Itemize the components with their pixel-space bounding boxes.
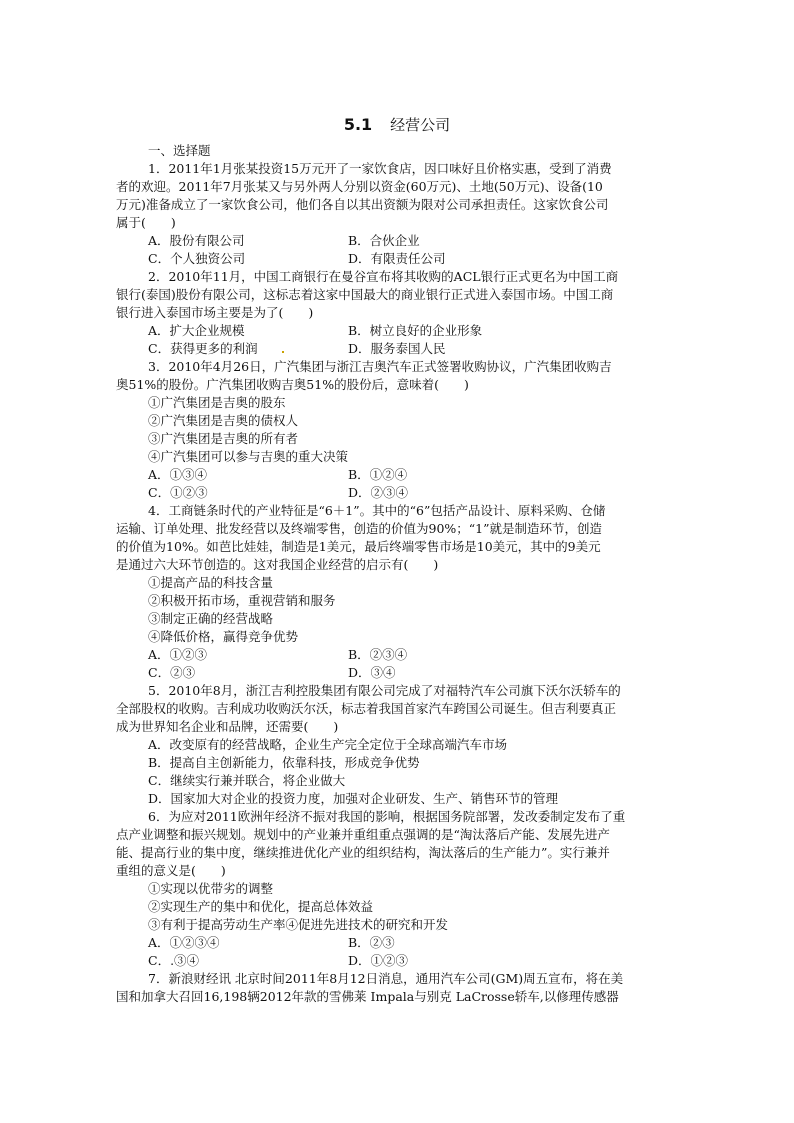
q4-options-row xyxy=(116,664,678,682)
q3-option-c: C．①②③ xyxy=(148,485,208,500)
q4-item: ③制定正确的经营战略 xyxy=(148,611,274,626)
q4-options-row xyxy=(116,646,678,664)
q5-line: 5．2010年8月，浙江吉利控股集团有限公司完成了对福特汽车公司旗下沃尔沃轿车的 xyxy=(148,683,621,698)
q5-line: 成为世界知名企业和品牌，还需要( ) xyxy=(116,719,339,734)
q5-choice-b: B．提高自主创新能力，依靠科技，形成竞争优势 xyxy=(148,755,420,770)
q6-option-a: A．①②③④ xyxy=(148,935,220,950)
q3-options-row xyxy=(116,466,678,484)
q3-option-a: A．①③④ xyxy=(148,467,208,482)
q2-line: 银行进入泰国市场主要是为了( ) xyxy=(116,305,314,320)
q3-item: ②广汽集团是吉奥的债权人 xyxy=(148,413,299,428)
q7-line: 国和加拿大召回16,198辆2012年款的雪佛莱 Impala与别克 LaCrosse轿车,以修理传感器 xyxy=(116,989,619,1004)
q4-option-c: C．②③ xyxy=(148,665,196,680)
q6-item: ③有利于提高劳动生产率④促进先进技术的研究和开发 xyxy=(148,917,449,932)
q2-line: 2．2010年11月，中国工商银行在曼谷宣布将其收购的ACL银行正式更名为中国工商 xyxy=(148,269,619,284)
q1-option-b: B．合伙企业 xyxy=(348,233,420,248)
q6-options-row xyxy=(116,952,678,970)
q5-choice-a: A．改变原有的经营战略，企业生产完全定位于全球高端汽车市场 xyxy=(148,737,508,752)
q5-choice-c: C．继续实行兼并联合，将企业做大 xyxy=(148,773,346,788)
question-content xyxy=(116,142,678,1006)
q6-line: 6．为应对2011欧洲年经济不振对我国的影响，根据国务院部署，发改委制定发布了重 xyxy=(148,809,626,824)
title-number: 5.1 xyxy=(343,115,373,134)
q6-options-row xyxy=(116,934,678,952)
q2-option-d: D．服务泰国人民 xyxy=(348,341,446,356)
page-title xyxy=(0,114,794,135)
q6-item: ②实现生产的集中和优化，提高总体效益 xyxy=(148,899,374,914)
q4-line: 4．工商链条时代的产业特征是“6＋1”。其中的“6”包括产品设计、原料采购、仓储 xyxy=(148,503,606,518)
q3-options-row xyxy=(116,484,678,502)
q3-item: ③广汽集团是吉奥的所有者 xyxy=(148,431,299,446)
title-text: 经营公司 xyxy=(390,116,451,134)
q2-option-a: A．扩大企业规模 xyxy=(148,323,245,338)
q4-option-a: A．①②③ xyxy=(148,647,208,662)
q5-line: 全部股权的收购。吉利成功收购沃尔沃，标志着我国首家汽车跨国公司诞生。但吉利要真正 xyxy=(116,701,617,716)
q4-option-b: B．②③④ xyxy=(348,647,408,662)
q3-item: ④广汽集团可以参与吉奥的重大决策 xyxy=(148,449,349,464)
q3-option-b: B．①②④ xyxy=(348,467,408,482)
stray-mark xyxy=(282,351,284,353)
q2-line: 银行(泰国)股份有限公司，这标志着这家中国最大的商业银行正式进入泰国市场。中国工商 xyxy=(116,287,614,302)
q4-item: ②积极开拓市场，重视营销和服务 xyxy=(148,593,336,608)
q2-options-row xyxy=(116,340,678,358)
q1-line: 属于( ) xyxy=(116,215,176,230)
q3-option-d: D．②③④ xyxy=(348,485,409,500)
q4-line: 的价值为10%。如芭比娃娃，制造是1美元，最后终端零售市场是10美元，其中的9美元 xyxy=(116,539,601,554)
q4-item: ④降低价格，赢得竞争优势 xyxy=(148,629,299,644)
q3-line: 奥51%的股份。广汽集团收购吉奥51%的股份后，意味着( ) xyxy=(116,377,469,392)
q6-option-b: B．②③ xyxy=(348,935,395,950)
q2-options-row xyxy=(116,322,678,340)
q4-item: ①提高产品的科技含量 xyxy=(148,575,274,590)
q1-option-c: C．个人独资公司 xyxy=(148,251,246,266)
q5-choice-d: D．国家加大对企业的投资力度，加强对企业研发、生产、销售环节的管理 xyxy=(148,791,559,806)
q1-option-d: D．有限责任公司 xyxy=(348,251,446,266)
q6-option-d: D．①②③ xyxy=(348,953,409,968)
q1-option-a: A．股份有限公司 xyxy=(148,233,245,248)
q6-option-c: C．.③④ xyxy=(148,953,200,968)
q6-line: 重组的意义是( ) xyxy=(116,863,226,878)
q1-options-row xyxy=(116,250,678,268)
q4-line: 是通过六大环节创造的。这对我国企业经营的启示有( ) xyxy=(116,557,439,572)
q2-option-b: B．树立良好的企业形象 xyxy=(348,323,483,338)
q6-item: ①实现以优带劣的调整 xyxy=(148,881,274,896)
q7-line: 7．新浪财经讯 北京时间2011年8月12日消息，通用汽车公司(GM)周五宣布，将在美 xyxy=(148,971,624,986)
section-heading: 一、选择题 xyxy=(148,143,211,158)
q1-line: 者的欢迎。2011年7月张某又与另外两人分别以资金(60万元)、土地(50万元)、设备(10 xyxy=(116,179,603,194)
q6-line: 能、提高行业的集中度，继续推进优化产业的组织结构，淘汰落后的生产能力”。实行兼并 xyxy=(116,845,610,860)
q1-line: 万元)准备成立了一家饮食公司，他们各自以其出资额为限对公司承担责任。这家饮食公司 xyxy=(116,197,609,212)
q6-line: 点产业调整和振兴规划。规划中的产业兼并重组重点强调的是“淘汰落后产能、发展先进产 xyxy=(116,827,610,842)
q4-line: 运输、订单处理、批发经营以及终端零售，创造的价值为90%；“1”就是制造环节，创造 xyxy=(116,521,603,536)
q3-item: ①广汽集团是吉奥的股东 xyxy=(148,395,286,410)
q1-options-row xyxy=(116,232,678,250)
q4-option-d: D．③④ xyxy=(348,665,396,680)
q1-line: 1．2011年1月张某投资15万元开了一家饮食店，因口味好且价格实惠，受到了消费 xyxy=(148,161,612,176)
q2-option-c: C．获得更多的利润 xyxy=(148,341,258,356)
q3-line: 3．2010年4月26日，广汽集团与浙江吉奥汽车正式签署收购协议，广汽集团收购吉 xyxy=(148,359,612,374)
